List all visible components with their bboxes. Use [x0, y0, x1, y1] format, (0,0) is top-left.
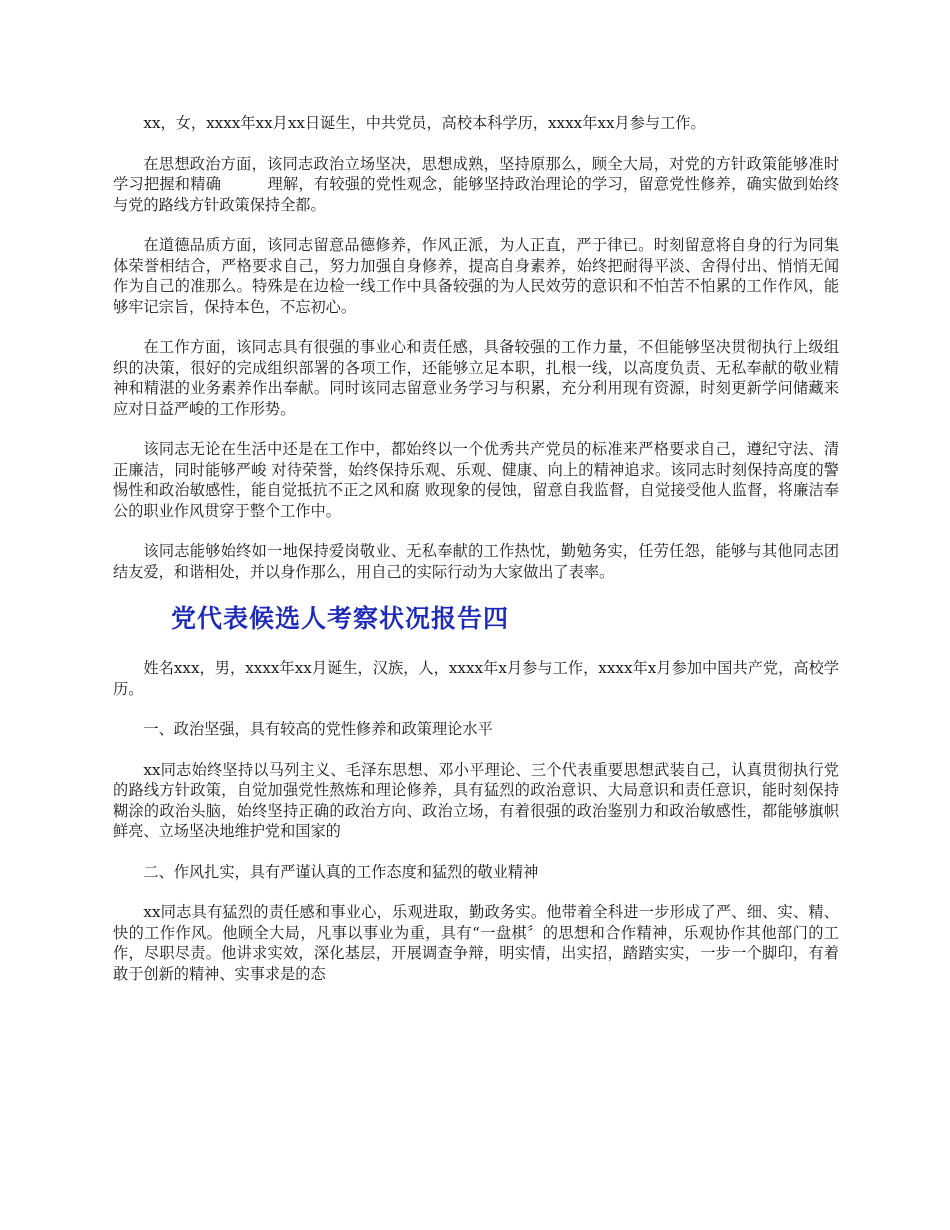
subheading-work-style: 二、作风扎实，具有严谨认真的工作态度和猛烈的敬业精神	[143, 862, 539, 881]
paragraph-work: 在工作方面，该同志具有很强的事业心和责任感，具备较强的工作力量，不但能够坚决贯彻执行上级组织的决策，很好的完成组织部署的各项工作，还能够立足本职，扎根一线，以高度负责、无私奉献的敬业精神和精湛的业务素养作出奉献。同时该同志留意业务学习与积累，充分利用现有资源，时刻更新学问储藏来应对日益严峻的工作形势。	[113, 338, 839, 418]
paragraph-candidate-intro: 姓名xxx，男，xxxx年xx月诞生，汉族，人，xxxx年x月参与工作，xxxx年x月参加中国共产党，高校学历。	[113, 659, 839, 698]
paragraph-integrity: 该同志无论在生活中还是在工作中，都始终以一个优秀共产党员的标准来严格要求自己，遵纪守法、清正廉洁，同时能够严峻 对待荣誉，始终保持乐观、乐观、健康、向上的精神追求。该同志时刻保持高度的警惕性和政治敏感性，能自觉抵抗不正之风和腐 败现象的侵蚀，留意自我监督，自觉接受他人监督，将廉洁奉公的职业作风贯穿于整个工作中。	[113, 440, 839, 520]
report-heading: 党代表候选人考察状况报告四	[171, 604, 510, 633]
subheading-political: 一、政治坚强，具有较高的党性修养和政策理论水平	[143, 720, 493, 738]
paragraph-dedication: 该同志能够始终如一地保持爱岗敬业、无私奉献的工作热忱，勤勉务实，任劳任怨，能够与其他同志团结友爱，和谐相处，并以身作那么，用自己的实际行动为大家做出了表率。	[113, 542, 839, 581]
paragraph-work-style-body: xx同志具有猛烈的责任感和事业心，乐观进取，勤政务实。他带着全科进一步形成了严、细、实、精、快的工作作风。他顾全大局，凡事以事业为重，具有“一盘棋〞的思想和合作精神，乐观协作其他部门的工作，尽职尽责。他讲求实效，深化基层，开展调查争辩，明实情，出实招，踏踏实实，一步一个脚印，有着敢于创新的精神、实事求是的态	[113, 903, 839, 983]
document-page	[113, 113, 839, 1004]
paragraph-basic-info: xx，女，xxxx年xx月xx日诞生，中共党员，高校本科学历，xxxx年xx月参与工作。	[143, 114, 706, 132]
paragraph-political-body: xx同志始终坚持以马列主义、毛泽东思想、邓小平理论、三个代表重要思想武装自己，认真贯彻执行党的路线方针政策，自觉加强党性熬炼和理论修养，具有猛烈的政治意识、大局意识和责任意识，能时刻保持糊涂的政治头脑，始终坚持正确的政治方向、政治立场，有着很强的政治鉴别力和政治敏感性，都能够旗帜鲜亮、立场坚决地维护党和国家的	[113, 760, 839, 840]
paragraph-political-thought: 在思想政治方面，该同志政治立场坚决，思想成熟，坚持原那么，顾全大局，对党的方针政策能够准时学习把握和精确 理解，有较强的党性观念，能够坚持政治理论的学习，留意党性修养，确实做到始终与党的路线方针政策保持全都。	[113, 154, 839, 214]
paragraph-moral-quality: 在道德品质方面，该同志留意品德修养，作风正派，为人正直，严于律已。时刻留意将自身的行为同集体荣誉相结合，严格要求自己，努力加强自身修养，提高自身素养，始终把耐得平淡、舍得付出、悄悄无闻作为自己的准那么。特殊是在边检一线工作中具备较强的为人民效劳的意识和不怕苦不怕累的工作作风，能够牢记宗旨，保持本色，不忘初心。	[113, 236, 839, 316]
